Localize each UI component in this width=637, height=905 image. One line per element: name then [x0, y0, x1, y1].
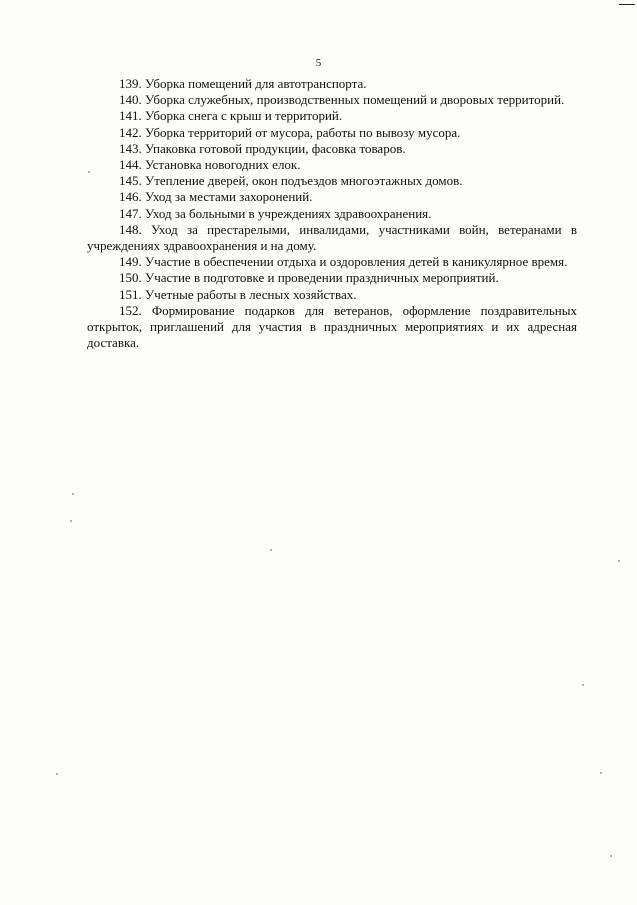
item-text: Участие в обеспечении отдыха и оздоровления детей в каникулярное время.: [145, 254, 568, 270]
item-text: Установка новогодних елок.: [145, 157, 301, 173]
item-number: 146.: [119, 189, 142, 205]
list-item: [87, 173, 577, 189]
list-item: [87, 92, 577, 108]
list-item: [87, 270, 577, 286]
item-number: 139.: [119, 76, 142, 91]
list-item: [87, 125, 577, 141]
item-text: Упаковка готовой продукции, фасовка товаров.: [145, 140, 406, 156]
scan-speck: [270, 549, 272, 551]
item-text: Уборка территорий от мусора, работы по вывозу мусора.: [145, 124, 461, 140]
list-of-works: [87, 76, 577, 351]
item-number: 150.: [119, 270, 142, 286]
list-item: [87, 303, 577, 352]
list-item: [87, 189, 577, 205]
item-text: Уборка служебных, производственных помещений и дворовых территорий.: [145, 92, 565, 108]
list-item: [87, 108, 577, 124]
scan-speck: [600, 772, 602, 774]
scan-speck: [70, 520, 72, 522]
scan-speck: [56, 773, 58, 775]
item-text: Участие в подготовке и проведении праздничных мероприятий.: [145, 270, 499, 286]
list-item: [87, 254, 577, 270]
item-number: 141.: [119, 108, 142, 124]
scan-corner-mark: [619, 4, 635, 5]
item-text: Учетные работы в лесных хозяйствах.: [145, 286, 357, 302]
list-item: [87, 76, 577, 92]
page-number: 5: [315, 57, 322, 69]
list-item: [87, 157, 577, 173]
item-text: Утепление дверей, окон подъездов многоэтажных домов.: [145, 173, 463, 189]
list-item: [87, 141, 577, 157]
list-item: [87, 287, 577, 303]
scan-speck: [88, 171, 90, 173]
scan-speck: [618, 560, 620, 562]
item-number: 149.: [119, 254, 142, 270]
scan-speck: [582, 684, 584, 686]
item-number: 140.: [119, 92, 142, 108]
scan-speck: [72, 493, 74, 495]
item-text: Уход за престарелыми, инвалидами, участниками войн, ветеранами в учреждениях здравоохранения и на дому.: [87, 221, 577, 254]
item-number: 151.: [119, 286, 142, 302]
item-number: 145.: [119, 173, 142, 189]
item-text: Уборка помещений для автотранспорта.: [145, 76, 367, 91]
list-item: [87, 206, 577, 222]
item-number: 142.: [119, 124, 142, 140]
list-item: [87, 222, 577, 254]
item-number: 143.: [119, 140, 142, 156]
item-number: 144.: [119, 157, 142, 173]
item-text: Формирование подарков для ветеранов, оформление поздравительных открыток, приглашений для участия в праздничных мероприятиях и их адресная доставка.: [87, 302, 577, 351]
item-number: 147.: [119, 205, 142, 221]
scan-speck: [610, 855, 612, 857]
item-text: Уборка снега с крыш и территорий.: [145, 108, 343, 124]
item-text: Уход за местами захоронений.: [145, 189, 313, 205]
item-text: Уход за больными в учреждениях здравоохранения.: [145, 205, 432, 221]
item-number: 152.: [119, 302, 142, 318]
item-number: 148.: [119, 221, 142, 237]
